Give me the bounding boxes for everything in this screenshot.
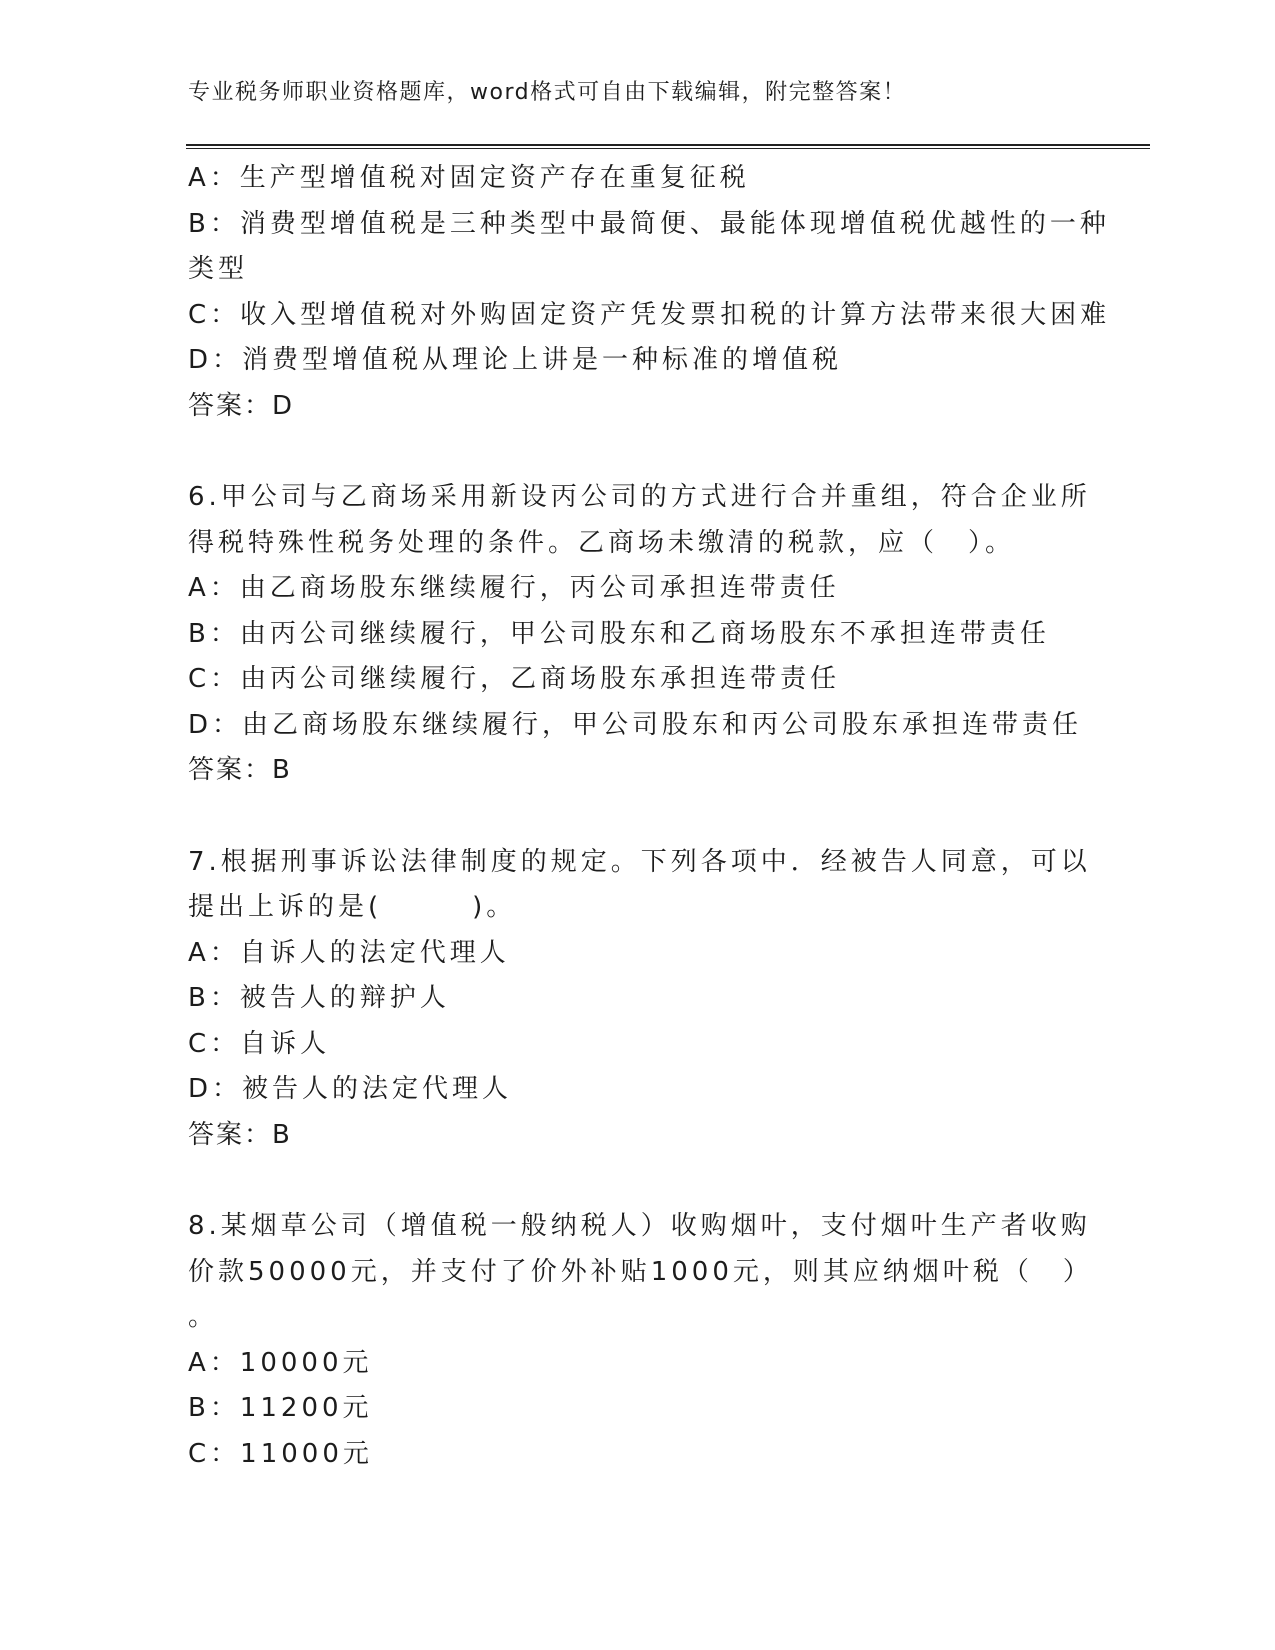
header-divider — [186, 144, 1150, 149]
question-text: 价款50000元，并支付了价外补贴1000元，则其应纳烟叶税（ ） — [188, 1256, 1093, 1287]
spacer — [188, 1158, 1088, 1204]
question-block — [188, 156, 1111, 429]
option-d: D：被告人的法定代理人 — [188, 1074, 513, 1104]
option-d: D：消费型增值税从理论上讲是一种标准的增值税 — [188, 345, 843, 375]
option-d: D：由乙商场股东继续履行，甲公司股东和丙公司股东承担连带责任 — [188, 709, 1083, 740]
question-text: 得税特殊性税务处理的条件。乙商场未缴清的税款，应（ ）。 — [188, 527, 1016, 558]
question-text: 7.根据刑事诉讼法律制度的规定。下列各项中．经被告人同意，可以 — [188, 846, 1091, 877]
question-text: 提出上诉的是( )。 — [188, 892, 517, 922]
question-block — [188, 1204, 1093, 1477]
option-a: A：生产型增值税对固定资产存在重复征税 — [188, 163, 750, 193]
answer-line: 答案：B — [188, 755, 292, 785]
question-text: 8.某烟草公司（增值税一般纳税人）收购烟叶，支付烟叶生产者收购 — [188, 1211, 1091, 1241]
page-header: 专业税务师职业资格题库，word格式可自由下载编辑，附完整答案！ — [188, 80, 907, 105]
option-b: B：被告人的辩护人 — [188, 983, 450, 1013]
option-b: B：由丙公司继续履行，甲公司股东和乙商场股东不承担连带责任 — [188, 618, 1050, 649]
option-a: A：自诉人的法定代理人 — [188, 937, 510, 968]
question-block — [188, 840, 1091, 1159]
answer-line: 答案：B — [188, 1119, 292, 1150]
option-b: B：消费型增值税是三种类型中最简便、最能体现增值税优越性的一种 — [188, 208, 1110, 239]
option-b: B：11200元 — [188, 1393, 373, 1423]
question-block — [188, 475, 1091, 794]
spacer — [188, 794, 1088, 840]
option-c: C：自诉人 — [188, 1028, 331, 1059]
answer-line: 答案：D — [188, 390, 295, 421]
question-text: 6.甲公司与乙商场采用新设丙公司的方式进行合并重组，符合企业所 — [188, 482, 1091, 512]
question-content — [188, 156, 1111, 1477]
option-a: A：由乙商场股东继续履行，丙公司承担连带责任 — [188, 573, 840, 603]
option-a: A：10000元 — [188, 1347, 373, 1378]
option-b-continued: 类型 — [188, 254, 249, 284]
option-c: C：收入型增值税对外购固定资产凭发票扣税的计算方法带来很大困难 — [188, 299, 1111, 330]
option-c: C：11000元 — [188, 1438, 373, 1469]
spacer — [188, 429, 1088, 475]
option-c: C：由丙公司继续履行，乙商场股东承担连带责任 — [188, 664, 841, 694]
question-text: 。 — [188, 1302, 219, 1332]
